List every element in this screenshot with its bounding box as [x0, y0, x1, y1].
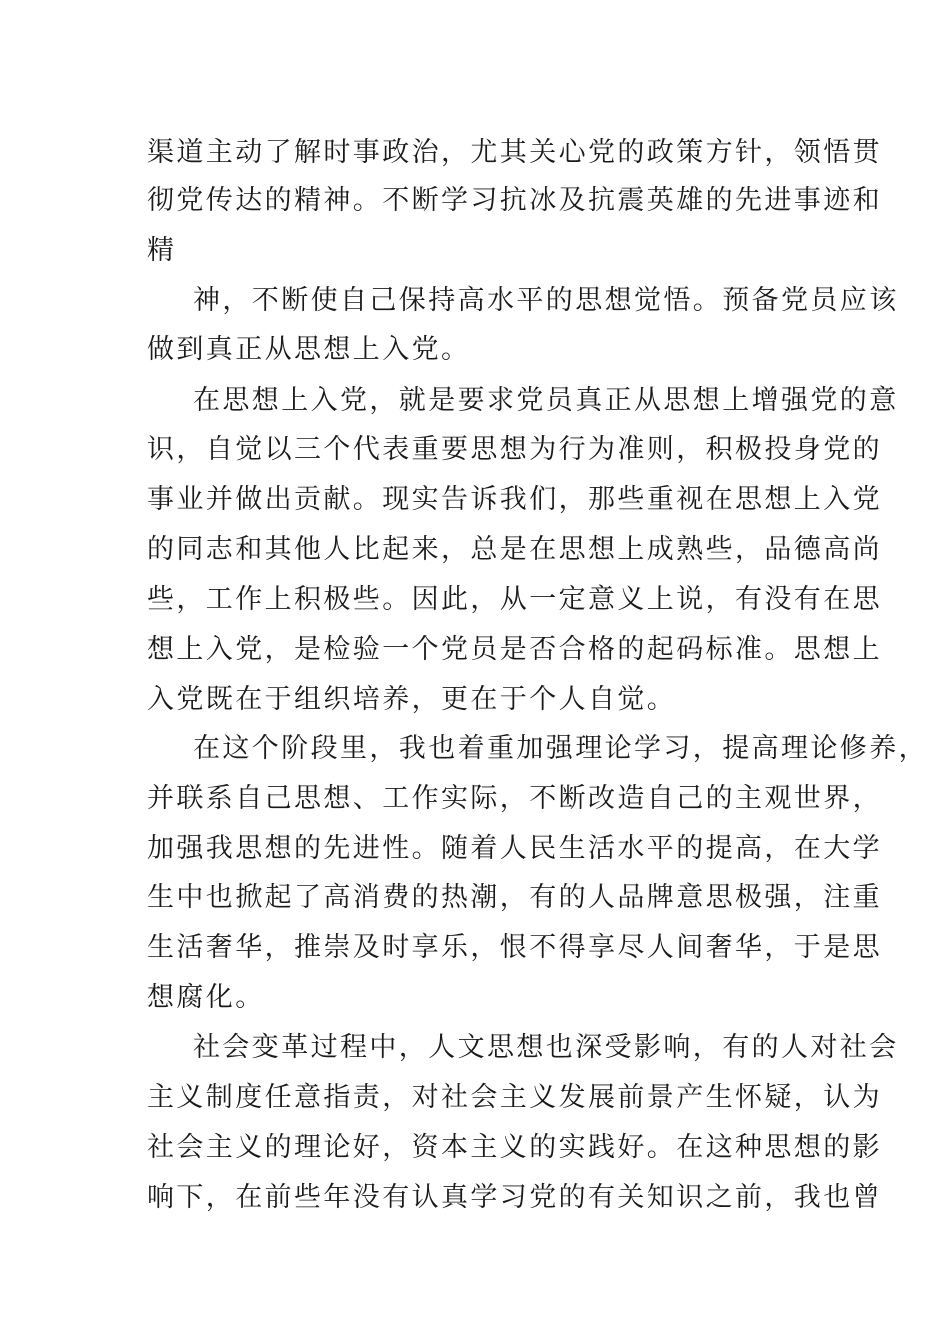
text-line: 生中也掀起了高消费的热潮，有的人品牌意思极强，注重 — [147, 882, 882, 913]
paragraph-first-line: 社会变革过程中，人文思想也深受影响，有的人对社会 — [193, 1032, 899, 1063]
text-line: 社会主义的理论好，资本主义的实践好。在这种思想的影 — [147, 1132, 882, 1163]
text-line: 的同志和其他人比起来，总是在思想上成熟些，品德高尚 — [147, 534, 882, 565]
paragraph-first-line: 神，不断使自己保持高水平的思想觉悟。预备党员应该 — [193, 285, 899, 316]
text-line: 识，自觉以三个代表重要思想为行为准则，积极投身党的 — [147, 434, 882, 465]
text-line: 做到真正从思想上入党。 — [147, 334, 471, 365]
text-line: 生活奢华，推崇及时享乐，恨不得享尽人间奢华，于是思 — [147, 932, 882, 963]
text-line: 渠道主动了解时事政治，尤其关心党的政策方针，领悟贯 — [147, 137, 882, 168]
text-line: 入党既在于组织培养，更在于个人自觉。 — [147, 684, 677, 715]
text-line: 加强我思想的先进性。随着人民生活水平的提高，在大学 — [147, 833, 882, 864]
paragraph-first-line: 在思想上入党，就是要求党员真正从思想上增强党的意 — [193, 385, 899, 416]
text-line: 主义制度任意指责，对社会主义发展前景产生怀疑，认为 — [147, 1082, 882, 1113]
text-line: 响下，在前些年没有认真学习党的有关知识之前，我也曾 — [147, 1182, 882, 1213]
text-line: 想腐化。 — [147, 982, 265, 1013]
text-line: 事业并做出贡献。现实告诉我们，那些重视在思想上入党 — [147, 484, 882, 515]
text-line: 精 — [147, 235, 177, 266]
paragraph-first-line: 在这个阶段里，我也着重加强理论学习，提高理论修养， — [193, 733, 928, 764]
text-line: 彻党传达的精神。不断学习抗冰及抗震英雄的先进事迹和 — [147, 185, 882, 216]
text-line: 想上入党，是检验一个党员是否合格的起码标准。思想上 — [147, 634, 882, 665]
text-line: 些，工作上积极些。因此，从一定意义上说，有没有在思 — [147, 584, 882, 615]
text-line: 并联系自己思想、工作实际，不断改造自己的主观世界， — [147, 783, 882, 814]
